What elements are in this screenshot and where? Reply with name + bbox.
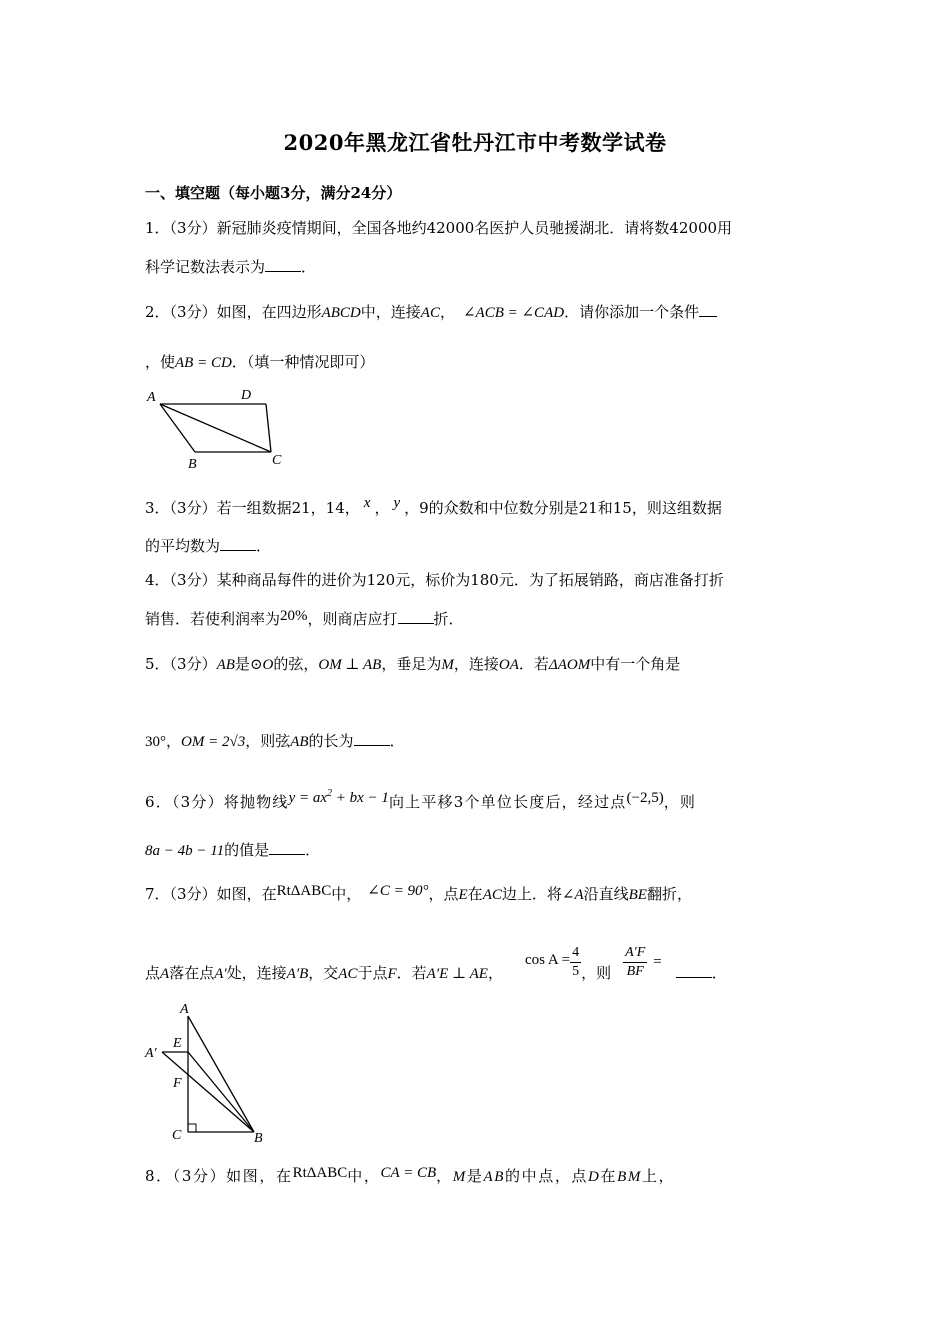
q7-text-6: 沿直线 (583, 885, 629, 903)
q6-line2 (145, 840, 320, 861)
q7-text-7: 翻折， (646, 885, 692, 903)
q5-math-m: M (441, 657, 454, 673)
q7-math-be: BE (628, 887, 647, 903)
q5-text-7: ， (166, 732, 182, 750)
q8-math-ab: AB (483, 1169, 506, 1185)
q3-math-x: x (363, 495, 371, 511)
q7-math-cos: cos A = (524, 952, 571, 968)
q7-edge-a-prime-b (162, 1052, 254, 1132)
q8-text-7: 上， (641, 1167, 676, 1185)
q2-line1 (145, 302, 717, 323)
q5-text-2: 的弦， (273, 655, 319, 673)
q7-edge-ab (188, 1016, 254, 1132)
q8-math-ca-cb: CA = CB (380, 1165, 437, 1181)
q6-end: ． (305, 841, 321, 859)
q5-math-ab: AB (216, 657, 235, 673)
q2-math-abcd-eq: AB = CD (175, 355, 232, 371)
q5-math-oa: OA (498, 657, 519, 673)
q5-text-3: ，垂足为 (381, 655, 442, 673)
q7-text-12: 于点 (357, 964, 388, 982)
q8-text-4: 是 (466, 1167, 484, 1185)
q3-text-4: 的平均数为 (145, 537, 221, 555)
q7-answer-blank (676, 963, 712, 978)
q7-math-f: F (387, 966, 397, 982)
q5-text-8: ，则弦 (245, 732, 291, 750)
q5-math-perp: OM ⊥ AB (318, 657, 382, 673)
q5-answer-blank (354, 731, 390, 746)
q7-math-ratio (623, 944, 647, 981)
q8-math-bm: BM (617, 1169, 642, 1185)
q5-text-5: ．若 (518, 655, 549, 673)
q5-text-1: 是 (234, 655, 250, 673)
q7-text-10: 处，连接 (226, 964, 287, 982)
q7-text-2: 中， (331, 885, 362, 903)
q7-text-11: ，交 (308, 964, 339, 982)
q7-frac-num: 4 (570, 944, 581, 963)
q2-text-6: ．（填一种情况即可） (231, 353, 375, 371)
q8-line1 (145, 1166, 675, 1187)
q2-label-d: D (241, 388, 252, 403)
q8-math-d: D (588, 1169, 601, 1185)
q7-text-3: ，点 (428, 885, 459, 903)
q7-math-perp: A′E ⊥ AE (426, 966, 488, 982)
q7-label-f: F (173, 1076, 182, 1091)
q5-math-circle-o: ⊙O (249, 657, 274, 673)
q7-text-9: 落在点 (169, 964, 215, 982)
q1-text: 科学记数法表示为 (145, 258, 266, 276)
q7-text-5: 边上．将 (501, 885, 562, 903)
q8-text-2: 中， (347, 1167, 381, 1185)
q8-math-rt-triangle: RtΔABC (292, 1165, 348, 1181)
q7-math-a-prime: A′ (214, 966, 227, 982)
q7-ratio-den: BF (626, 963, 644, 979)
q5-math-triangle: ΔAOM (548, 657, 591, 673)
q5-end: ． (389, 732, 405, 750)
q2-label-b: B (188, 457, 197, 472)
q7-math-a-prime-b: A′B (286, 966, 309, 982)
q7-math-ac: AC (482, 887, 502, 903)
q2-text-1: 2．（3分）如图，在四边形 (145, 303, 322, 321)
q5-math-ab-2: AB (290, 734, 309, 750)
q7-right-angle-mark (188, 1124, 196, 1132)
q8-text-6: 在 (600, 1167, 618, 1185)
q5-text-9: 的长为 (308, 732, 354, 750)
q7-frac-den: 5 (572, 963, 580, 979)
q7-math-eq: = (653, 954, 662, 970)
q7-end: ． (711, 964, 727, 982)
q2-text-2: 中，连接 (360, 303, 421, 321)
q3-answer-blank (220, 536, 256, 551)
q2-math-abcd: ABCD (321, 305, 361, 321)
q4-text-2: ，则商店应打 (307, 610, 398, 628)
q7-math-e: E (458, 887, 468, 903)
q6-math-square: 2 (327, 788, 333, 799)
q6-math-point: (−2,5) (626, 790, 664, 806)
q7-text-1: 7．（3分）如图，在 (145, 885, 277, 903)
q7-math-angle-c: ∠C = 90° (367, 883, 429, 899)
q4-answer-blank (398, 609, 434, 624)
q3-text-2: ， (374, 499, 390, 517)
q4-math-percent: 20% (280, 608, 308, 624)
q2-text-4: ．请你添加一个条件 (564, 303, 700, 321)
q5-text-0: 5．（3分） (145, 655, 217, 673)
q2-edge-dc (266, 404, 271, 452)
q5-text-4: ，连接 (453, 655, 499, 673)
q7-math-angle-a: ∠A (561, 887, 584, 903)
q3-text-3: ，9的众数和中位数分别是21和15，则这组数据 (404, 499, 722, 517)
q3-end: ． (256, 537, 272, 555)
q5-text-6: 中有一个角是 (590, 655, 681, 673)
q4-text-1: 销售．若使利润率为 (145, 610, 281, 628)
q7-label-a-prime: A′ (145, 1046, 157, 1061)
q8-math-m: M (452, 1169, 467, 1185)
section-heading: 一、填空题（每小题3分，满分24分） (145, 184, 402, 202)
q2-label-a: A (147, 390, 156, 405)
q4-text-3: 折． (433, 610, 464, 628)
q2-answer-blank (699, 302, 717, 317)
q7-label-b: B (254, 1131, 263, 1146)
q2-text-5: ，使 (145, 353, 176, 371)
q1-answer-blank (265, 257, 301, 272)
q6-math-expression: 8a − 4b − 11 (145, 843, 225, 859)
q6-text-4: 的值是 (224, 841, 270, 859)
q8-text-3: ， (436, 1167, 453, 1185)
q2-text-3: ， (439, 303, 455, 321)
q6-answer-blank (269, 840, 305, 855)
q6-math-part-a: y = ax (288, 790, 328, 806)
q6-math-part-b: + bx − 1 (335, 790, 389, 806)
q7-label-c: C (172, 1128, 182, 1143)
q7-text-13: ．若 (396, 964, 427, 982)
q7-label-a: A (180, 1002, 189, 1017)
q3-line1 (145, 495, 722, 519)
q1-end: ． (301, 258, 317, 276)
q7-math-a: A (160, 966, 170, 982)
q2-line2 (145, 352, 374, 373)
page-title: 2020年黑龙江省牡丹江市中考数学试卷 (283, 130, 667, 155)
q7-math-cos-frac (570, 944, 581, 981)
q5-math-30deg: 30° (145, 734, 166, 750)
q1-line1: 1．（3分）新冠肺炎疫情期间，全国各地约42000名医护人员驰援湖北．请将数42000用 (145, 219, 733, 237)
q4-line1: 4．（3分）某种商品每件的进价为120元，标价为180元．为了拓展销路，商店准备打折 (145, 571, 724, 589)
q7-figure-triangle (140, 1000, 280, 1148)
q7-line1 (145, 884, 692, 905)
q7-ratio-num: A′F (623, 944, 647, 963)
q2-diagonal-ac (160, 404, 271, 452)
q1-line2 (145, 257, 316, 277)
q7-text-4: 在 (467, 885, 483, 903)
q7-label-e: E (173, 1036, 182, 1051)
q7-edge-be (188, 1052, 254, 1132)
q6-text-2: 向上平移3个单位长度后，经过点 (388, 793, 627, 811)
q2-figure-quadrilateral (140, 384, 300, 474)
q5-line2 (145, 731, 405, 752)
q8-text-1: 8．（3分）如图，在 (145, 1167, 293, 1185)
q3-text-1: 3．（3分）若一组数据21，14， (145, 499, 360, 517)
q3-line2 (145, 536, 271, 556)
q7-math-ac-2: AC (338, 966, 358, 982)
q3-math-y: y (393, 495, 401, 511)
q4-line2 (145, 609, 464, 630)
q2-math-angles: ∠ACB = ∠CAD (462, 305, 565, 321)
q5-math-om: OM = 2√3 (181, 734, 246, 750)
q7-math-rt-triangle: RtΔABC (276, 883, 332, 899)
q7-text-14: ， (487, 964, 503, 982)
q2-math-ac: AC (420, 305, 440, 321)
q2-label-c: C (272, 453, 282, 468)
q7-line2 (145, 943, 727, 1003)
q6-line1 (145, 788, 697, 815)
q7-text-8: 点 (145, 964, 161, 982)
q6-text-3: ，则 (663, 793, 697, 811)
q8-text-5: 的中点，点 (505, 1167, 589, 1185)
q7-text-15: ，则 (581, 964, 612, 982)
q6-math-parabola (289, 790, 389, 806)
q6-text-1: 6．（3分）将抛物线 (145, 793, 289, 811)
q5-line1 (145, 654, 680, 675)
